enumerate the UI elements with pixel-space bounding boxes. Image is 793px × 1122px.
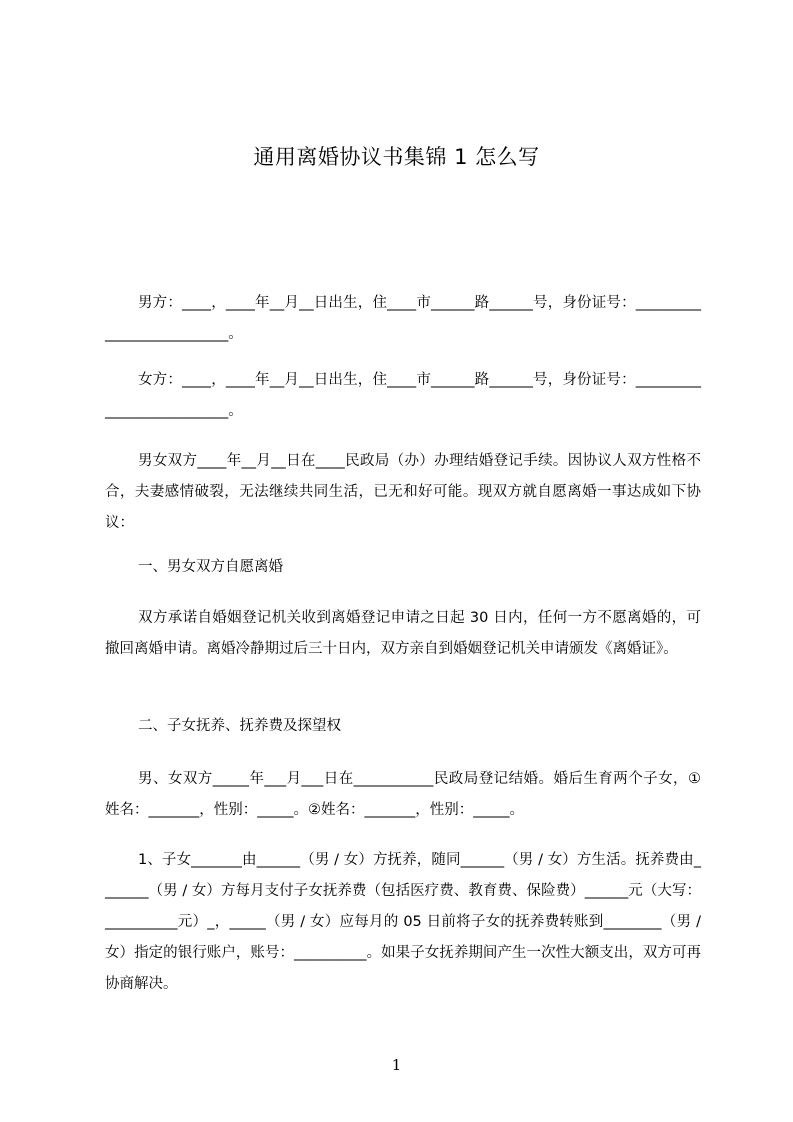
voluntary-divorce-paragraph: 双方承诺自婚姻登记机关收到离婚登记申请之日起 30 日内，任何一方不愿离婚的，可撤回离婚申请。离婚冷静期过后三十日内，双方亲自到婚姻登记机关申请颁发《离婚证》。 [105, 610, 701, 657]
child-support-paragraph: 1、子女_______由______（男 / 女）方抚养，随同______（男 / 女）方生活。抚养费由_______（男 / 女）方每月支付子女抚养费（包括医疗费、教育费、保险费）______元（大写：__________元）_，_____（男 / 女）应每月的 05 日前将子女的抚养费转账到________（男 / 女）指定的银行账户，账号：__________。如果子女抚养期间产生一次性大额支出，双方可再协商解决。 [105, 852, 701, 992]
page-number: 1 [391, 1056, 402, 1074]
document-title: 通用离婚协议书集锦 1 怎么写 [253, 145, 540, 169]
female-party-paragraph: 女方：____，____年__月__日出生，住____市______路______号，身份证号：__________________________。 [105, 372, 701, 419]
section-heading-child-custody: 二、子女抚养、抚养费及探望权 [138, 718, 341, 734]
section-heading-voluntary-divorce: 一、男女双方自愿离婚 [138, 559, 283, 575]
male-party-paragraph: 男方：____，____年__月__日出生，住____市______路______号，身份证号：__________________________。 [105, 295, 701, 342]
children-info-paragraph: 男、女双方_____年___月___日在___________民政局登记结婚。婚后生育两个子女，①姓名：_______，性别：_____。②姓名：_______，性别：_____。 [105, 771, 701, 818]
marriage-registration-paragraph: 男女双方____年__月__日在____民政局（办）办理结婚登记手续。因协议人双方性格不合，夫妻感情破裂，无法继续共同生活，已无和好可能。现双方就自愿离婚一事达成如下协议： [105, 453, 701, 531]
